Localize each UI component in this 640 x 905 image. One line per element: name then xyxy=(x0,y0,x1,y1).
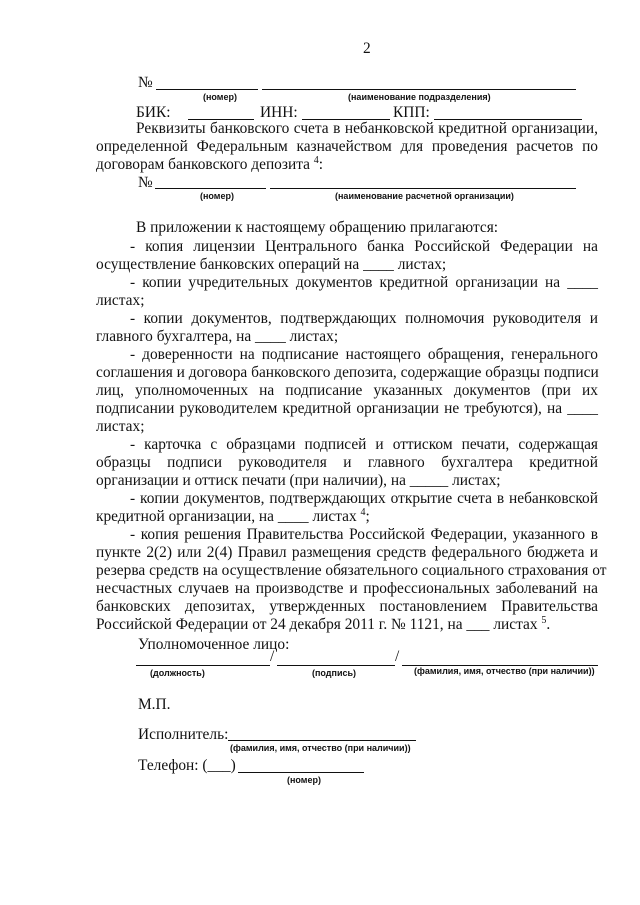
executor-caption: (фамилия, имя, отчество (при наличии)) xyxy=(230,743,411,753)
bik-label: БИК: xyxy=(136,104,171,121)
attachment-7-line-4: несчастных случаев на производстве и профессиональных заболеваний на xyxy=(96,580,598,597)
attachments-intro: В приложении к настоящему обращению прилагаются: xyxy=(136,219,499,236)
kpp-label: КПП: xyxy=(393,104,430,121)
attachment-4-line-3: лиц, уполномоченных на подписание указанных документов (при их xyxy=(96,382,598,399)
requisites-line-3: договорам банковского депозита $^4$: xyxy=(96,154,324,173)
number-blank xyxy=(156,89,258,90)
phone-number-blank xyxy=(238,772,364,773)
page-number: 2 xyxy=(363,40,371,57)
footnote-marker: 4 xyxy=(313,154,319,166)
signature-caption: (подпись) xyxy=(312,668,357,678)
full-name-caption: (фамилия, имя, отчество (при наличии)) xyxy=(414,666,595,676)
attachment-1-line-2: осуществление банковских операций на ____ листах; xyxy=(96,256,447,273)
attachment-7-line-1: - копия решения Правительства Российской Федерации, указанного в xyxy=(130,526,598,543)
org-name-blank xyxy=(270,188,576,189)
attachment-4-line-1: - доверенности на подписание настоящего обращения, генерального xyxy=(130,346,598,363)
attachment-4-line-4: подписании руководителем кредитной организации не требуются), на ____ xyxy=(96,400,598,417)
stamp-label: М.П. xyxy=(138,696,171,713)
attachment-6-line-1: - копии документов, подтверждающих открытие счета в небанковской xyxy=(130,490,598,507)
attachment-2-line-1: - копии учредительных документов кредитной организации на ____ xyxy=(130,274,598,291)
signature-blank xyxy=(277,665,395,666)
slash-1: / xyxy=(270,648,275,665)
attachment-3-line-2: главного бухгалтера, на ____ листах; xyxy=(96,328,339,345)
attachment-1-line-1: - копия лицензии Центрального банка Российской Федерации на xyxy=(130,238,598,255)
account-number-sign: № xyxy=(138,174,153,191)
attachment-7-line-3: резерва средств на осуществление обязательного социального страхования от xyxy=(96,562,607,579)
footnote-marker: 5 xyxy=(541,614,547,626)
requisites-line-2: определенной Федеральным казначейством для проведения расчетов по xyxy=(96,138,598,155)
phone-code: ___ xyxy=(207,757,231,774)
authorized-person-label: Уполномоченное лицо: xyxy=(138,636,290,653)
attachment-7-line-2: пункте 2(2) или 2(4) Правил размещения средств федерального бюджета и xyxy=(96,544,598,561)
number-sign: № xyxy=(138,74,153,91)
attachment-7-line-6: Российской Федерации от 24 декабря 2011 г. № 1121, на ___ листах $^5$. xyxy=(96,614,551,633)
phone-number-caption: (номер) xyxy=(287,775,321,785)
attachment-6-line-2: кредитной организации, на ____ листах $^4$; xyxy=(96,506,370,525)
attachment-5-line-1: - карточка с образцами подписей и оттиском печати, содержащая xyxy=(130,436,598,453)
number-caption: (номер) xyxy=(203,92,237,102)
executor-label: Исполнитель: xyxy=(138,726,229,743)
executor-blank xyxy=(228,740,416,741)
inn-label: ИНН: xyxy=(260,104,298,121)
attachment-5-line-3: организации и оттиск печати (при наличии), на _____ листах; xyxy=(96,472,501,489)
slash-2: / xyxy=(395,648,400,665)
phone-label: Телефон: (___) xyxy=(138,757,236,774)
attachment-4-line-5: листах; xyxy=(96,418,145,435)
requisites-line-1: Реквизиты банковского счета в небанковской кредитной организации, xyxy=(136,120,598,137)
attachment-2-line-2: листах; xyxy=(96,292,145,309)
position-blank xyxy=(136,665,270,666)
division-blank xyxy=(262,89,576,90)
attachment-5-line-2: образцы подписи руководителя и главного бухгалтера кредитной xyxy=(96,454,598,471)
attachment-4-line-2: соглашения и договора банковского депозита, содержащие образцы подписи xyxy=(96,364,599,381)
attachment-7-line-5: банковских депозитах, утвержденных постановлением Правительства xyxy=(96,598,598,615)
attachment-3-line-1: - копии документов, подтверждающих полномочия руководителя и xyxy=(130,310,598,327)
account-number-caption: (номер) xyxy=(200,191,234,201)
position-caption: (должность) xyxy=(150,668,205,678)
footnote-marker: 4 xyxy=(360,506,366,518)
account-number-blank xyxy=(155,188,266,189)
org-name-caption: (наименование расчетной организации) xyxy=(335,191,514,201)
division-caption: (наименование подразделения) xyxy=(348,92,491,102)
